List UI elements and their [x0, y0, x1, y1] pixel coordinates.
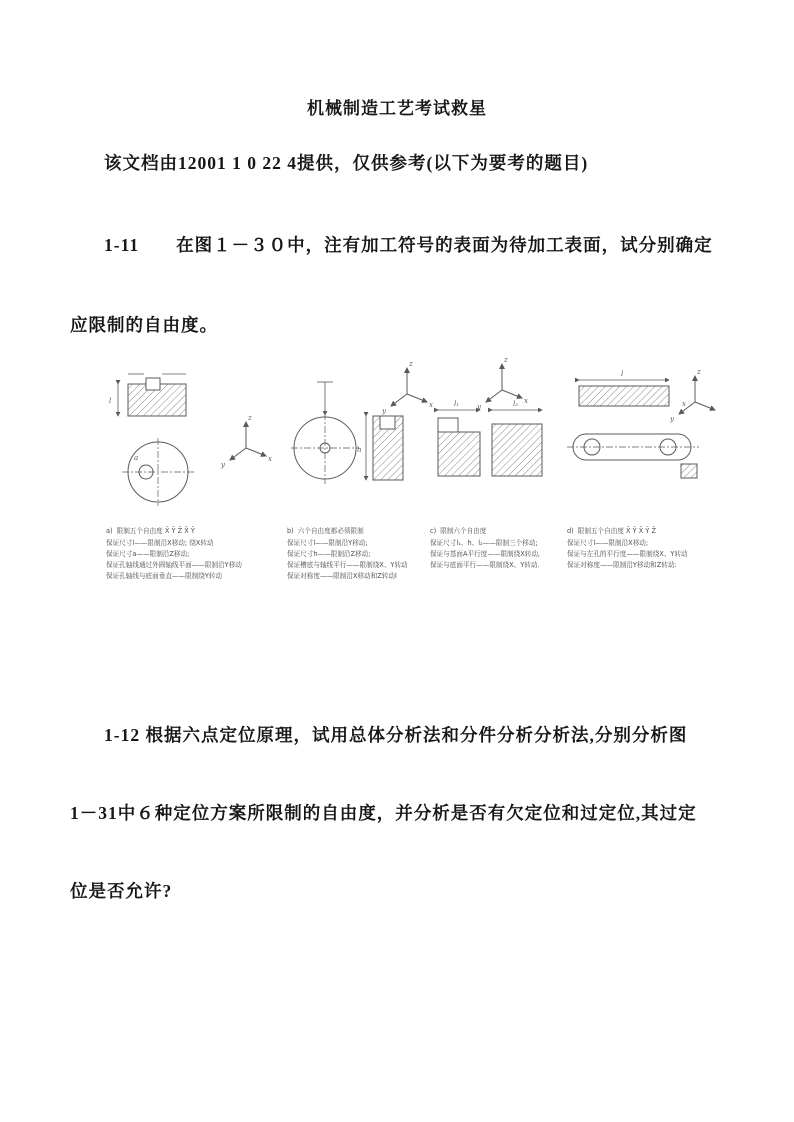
coordinate-axes-icon: [381, 360, 433, 415]
caption-head: [287, 526, 421, 537]
dim-label-l: l: [621, 370, 624, 378]
figure-a-drawing: [106, 368, 282, 526]
dim-label-l: l: [109, 397, 112, 405]
panel-label: a): [106, 527, 113, 535]
coordinate-axes-icon: [220, 414, 272, 469]
panel-title: 限制五个自由度 X̄ Ȳ Z̄ X̄ Ȳ: [116, 527, 195, 535]
caption-head: [567, 526, 709, 537]
figure-c-drawing: [430, 356, 562, 526]
axis-label-y: y: [670, 415, 674, 423]
axis-label-y: y: [477, 403, 481, 411]
caption-line: 保证孔轴线通过外圆轴线平面——限制沿Y移动: [106, 560, 242, 569]
caption-line: 保证尺寸l——限制沿X移动;: [567, 538, 649, 547]
panel-label: d): [567, 527, 574, 535]
coordinate-axes-icon: [476, 356, 528, 411]
panel-label: b): [287, 527, 294, 535]
caption-head: [430, 526, 558, 537]
caption-line: 保证与左孔的平行度——限制绕X、Y转动: [567, 549, 688, 558]
caption-line: 保证尺寸l——限制沿Y移动;: [287, 538, 368, 547]
intro-line: 该文档由12001 1 0 22 4提供，仅供参考(以下为要考的题目): [104, 153, 589, 173]
question-1-11-line1: 1-11 在图１－３０中，注有加工符号的表面为待加工表面，试分别确定: [104, 235, 713, 255]
figure-d-caption: [567, 526, 713, 571]
axis-label-y: y: [382, 407, 386, 415]
figure-panel-d: [567, 368, 713, 581]
panel-title: 六个自由度都必须限制: [297, 527, 364, 535]
panel-title: 限制六个自由度: [440, 527, 487, 535]
axis-label-z: z: [697, 368, 701, 376]
axis-label-x: x: [268, 455, 272, 463]
circular-end-view: [122, 438, 196, 506]
figure-c-caption: [430, 526, 562, 571]
question-1-12-line2: 1－31中６种定位方案所限制的自由度，并分析是否有欠定位和过定位,其过定: [70, 803, 697, 823]
caption-line: 保证槽底与轴线平行——限制绕X、Y转动: [287, 560, 408, 569]
question-1-12-line1: 1-12 根据六点定位原理，试用总体分析法和分件分析分析法,分别分析图: [104, 725, 688, 745]
figure-1-30: [106, 356, 706, 581]
caption-line: 保证尺寸h——限制沿Z移动;: [287, 549, 371, 558]
panel-title: 限制五个自由度 X̄ Ȳ X̄ Ȳ Z̄: [577, 527, 657, 535]
caption-line: 保证尺寸a——限制沿Z移动;: [106, 549, 190, 558]
shaft-end-view: [291, 382, 359, 484]
caption-line: 保证孔轴线与底面垂直——限制绕Y转动: [106, 571, 223, 580]
question-1-11-line2: 应限制的自由度。: [70, 315, 218, 335]
figure-panel-a: [106, 368, 282, 581]
shaft-section-view: [357, 416, 403, 480]
bar-section: [579, 370, 669, 406]
caption-line: 保证与基面A平行度——限制绕X转动,: [430, 549, 541, 558]
figure-panel-b: [287, 360, 433, 581]
caption-line: 保证尺寸l——限制沿X移动; 绕X转动: [106, 538, 214, 547]
stepped-block-section: [109, 374, 186, 416]
figure-b-caption: [287, 526, 425, 581]
caption-head: [106, 526, 278, 537]
coordinate-axes-icon: [669, 368, 715, 423]
question-1-12-line3: 位是否允许?: [70, 881, 173, 901]
caption-line: 保证对称度——限制沿Y移动和Z转动:: [567, 560, 677, 569]
page-title: 机械制造工艺考试救星: [307, 99, 487, 118]
caption-line: 保证对称度——限制沿X移动和Z转动l: [287, 571, 397, 580]
figure-a-caption: [106, 526, 282, 581]
connecting-rod-view: [567, 434, 699, 478]
axis-label-z: z: [504, 356, 508, 364]
axis-label-x: x: [682, 400, 686, 408]
caption-line: 保证与底面平行——限制绕X、Y转动.: [430, 560, 540, 569]
panel-label: c): [430, 527, 437, 535]
figure-panel-c: [430, 356, 562, 581]
axis-label-y: y: [221, 461, 225, 469]
workpiece-blocks: [438, 400, 542, 476]
figure-b-drawing: [287, 360, 433, 526]
axis-label-x: x: [429, 401, 433, 409]
axis-label-z: z: [409, 360, 413, 368]
caption-line: 保证尺寸l₁、h、l₂——限制三个移动;: [430, 538, 538, 547]
dim-label-l1: l₁: [454, 400, 460, 408]
dim-label-l2: l₂: [513, 400, 519, 408]
dim-label-h: h: [357, 446, 362, 454]
dim-label-a: a: [134, 454, 139, 462]
axis-label-z: z: [248, 414, 252, 422]
figure-d-drawing: [567, 368, 713, 526]
axis-label-x: x: [524, 397, 528, 405]
